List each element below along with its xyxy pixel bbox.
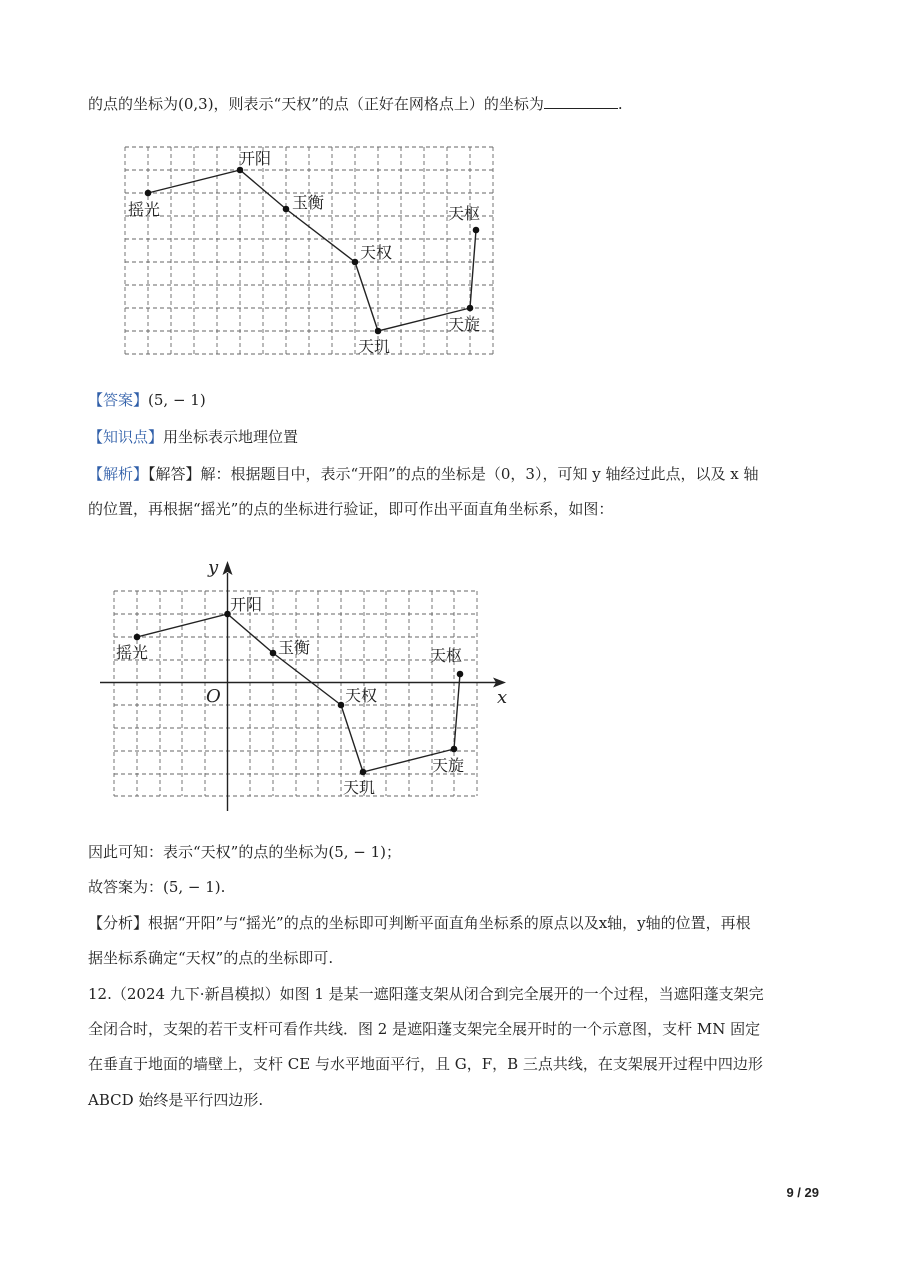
fenxi-text-2: 据坐标系确定“天权”的点的坐标即可. xyxy=(88,949,334,967)
point-tianxuan xyxy=(467,305,474,312)
label-tianxuan: 天旋 xyxy=(448,315,481,334)
point2-tianji xyxy=(360,769,367,776)
question-12-line-2 xyxy=(88,1019,760,1039)
analysis-tag: 【解析】 xyxy=(88,465,149,483)
label-tianshu: 天枢 xyxy=(448,204,481,223)
question-12-text-1: 12.（2024 九下·新昌模拟）如图 1 是某一遮阳蓬支架从闭合到完全展开的一个过程，当遮阳蓬支架完 xyxy=(88,985,764,1003)
fenxi-line-1 xyxy=(88,913,751,933)
origin-label: O xyxy=(206,686,221,707)
point2-tianshu xyxy=(457,671,464,678)
y-axis-arrow-icon xyxy=(223,561,233,575)
label2-yaoguang: 摇光 xyxy=(116,643,149,662)
point-tianshu xyxy=(473,227,480,234)
question-12-text-2: 全闭合时，支架的若干支杆可看作共线．图 2 是遮阳蓬支架完全展开时的一个示意图，支杆 MN 固定 xyxy=(88,1020,761,1038)
point2-tianquan xyxy=(338,702,345,709)
analysis-text-1: 【解答】解：根据题目中，表示“开阳”的点的坐标是（0，3），可知 y 轴经过此点，以及 x 轴 xyxy=(148,465,759,483)
point2-tianxuan xyxy=(451,746,458,753)
label2-tianshu: 天枢 xyxy=(430,646,463,665)
question-12-text-3: 在垂直于地面的墙壁上，支杆 CE 与水平地面平行，且 G，F，B 三点共线，在支架展开过程中四边形 xyxy=(88,1055,763,1073)
label2-tianji: 天玑 xyxy=(343,778,376,797)
conclusion-text-2: 故答案为：(5, − 1). xyxy=(88,878,226,896)
knowledge-tag: 【知识点】 xyxy=(88,428,164,446)
point-yaoguang xyxy=(145,190,152,197)
x-axis xyxy=(100,678,506,688)
figure-2-coordinate-grid xyxy=(92,553,522,815)
figure-1-points xyxy=(145,167,480,335)
conclusion-line-2 xyxy=(88,877,225,897)
label2-tianquan: 天权 xyxy=(345,686,378,705)
label-kaiyang: 开阳 xyxy=(239,149,272,168)
label-yaoguang: 摇光 xyxy=(128,200,161,219)
question-11-text: 的点的坐标为(0,3)，则表示“天权”的点（正好在网格点上）的坐标为 xyxy=(88,95,544,113)
fenxi-tag: 【分析】 xyxy=(88,914,149,932)
question-12-line-3 xyxy=(88,1054,763,1074)
knowledge-text: 用坐标表示地理位置 xyxy=(163,428,299,446)
label2-tianxuan: 天旋 xyxy=(432,756,465,775)
analysis-text-2: 的位置，再根据“摇光”的点的坐标进行验证，即可作出平面直角坐标系，如图： xyxy=(88,500,614,518)
question-11-end: . xyxy=(617,95,623,113)
answer-blank xyxy=(544,94,618,109)
point-tianji xyxy=(375,328,382,335)
analysis-line-1 xyxy=(88,464,758,484)
x-axis-label: x xyxy=(497,687,508,708)
figure-1-big-dipper-grid xyxy=(118,140,508,362)
conclusion-text-1: 因此可知：表示“天权”的点的坐标为(5, − 1)； xyxy=(88,843,402,861)
y-axis-label: y xyxy=(208,557,219,578)
page-number: 9 / 29 xyxy=(786,1185,819,1200)
question-11-tail xyxy=(88,94,623,114)
question-12-line-4 xyxy=(88,1090,263,1110)
label2-kaiyang: 开阳 xyxy=(230,595,263,614)
label2-yuheng: 玉衡 xyxy=(278,638,311,657)
label-tianquan: 天权 xyxy=(360,243,393,262)
answer-value: (5, − 1) xyxy=(148,391,206,409)
fenxi-text-1: 根据“开阳”与“摇光”的点的坐标即可判断平面直角坐标系的原点以及x轴，y轴的位置，再根 xyxy=(148,914,751,932)
knowledge-line xyxy=(88,427,298,447)
point-tianquan xyxy=(352,259,359,266)
analysis-line-2 xyxy=(88,499,613,519)
answer-tag: 【答案】 xyxy=(88,391,149,409)
point2-yuheng xyxy=(270,650,277,657)
question-12-line-1 xyxy=(88,984,764,1004)
answer-line xyxy=(88,390,206,410)
label-yuheng: 玉衡 xyxy=(292,193,325,212)
fenxi-line-2 xyxy=(88,948,333,968)
label-tianji: 天玑 xyxy=(358,337,391,356)
question-12-text-4: ABCD 始终是平行四边形. xyxy=(88,1091,264,1109)
figure-1-grid xyxy=(125,147,493,354)
point2-yaoguang xyxy=(134,634,141,641)
conclusion-line-1 xyxy=(88,842,401,862)
point-yuheng xyxy=(283,206,290,213)
figure-2-grid xyxy=(114,591,477,796)
